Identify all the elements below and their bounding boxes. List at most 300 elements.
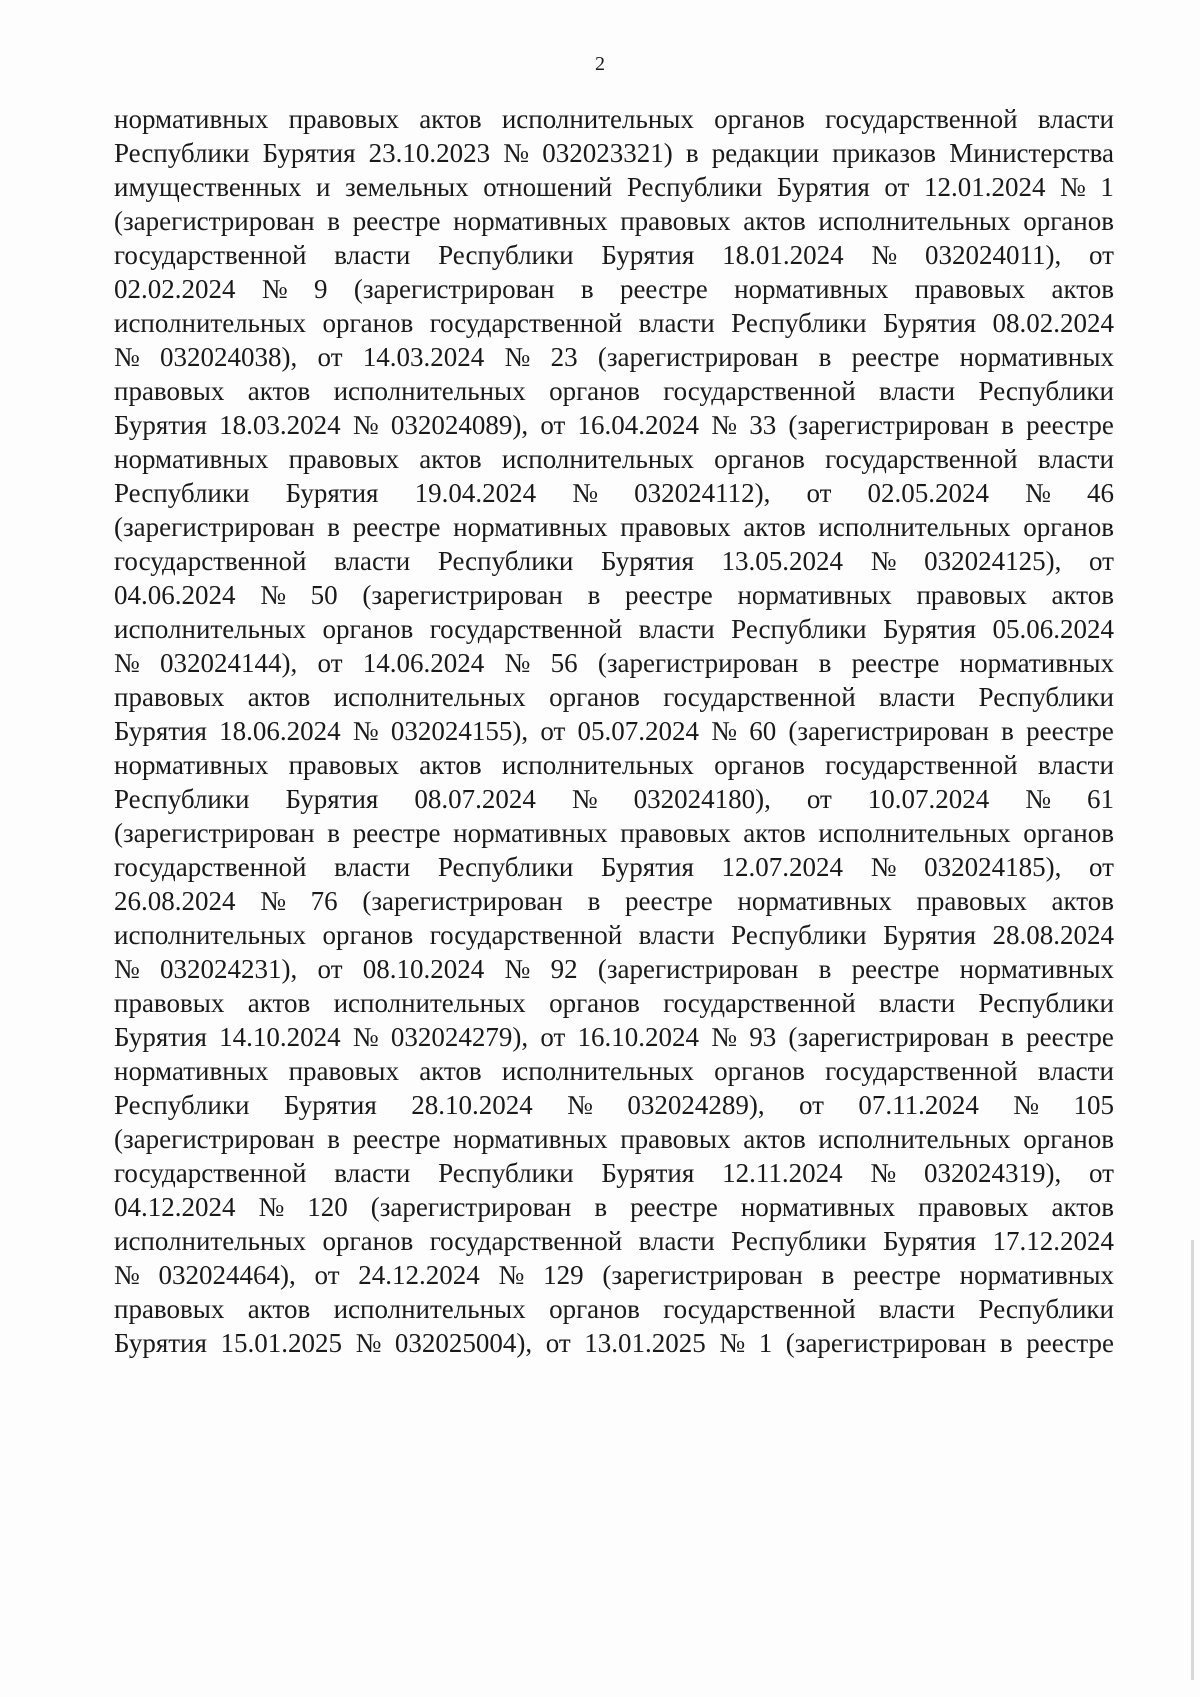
word: в <box>327 512 340 542</box>
word: в <box>1001 1022 1014 1052</box>
text-line <box>114 306 1114 340</box>
word: исполнительных <box>114 614 307 644</box>
word: № <box>352 410 379 440</box>
word: правовых <box>918 1192 1029 1222</box>
word: Бурятия <box>114 410 207 440</box>
word: в <box>587 886 601 916</box>
word: Республики <box>438 1158 574 1188</box>
word: органов <box>549 376 640 406</box>
word: № <box>114 1260 140 1290</box>
word: реестре <box>352 1124 441 1154</box>
word: государственной <box>663 376 856 406</box>
word: актов <box>1051 274 1114 304</box>
word: нормативных <box>734 274 889 304</box>
word: № <box>870 1158 897 1188</box>
word: 76 <box>310 886 338 916</box>
word: Бурятия <box>601 1158 695 1188</box>
word: 032024144), <box>160 648 298 678</box>
word: в <box>818 342 832 372</box>
word: правовых <box>288 444 399 474</box>
word: актов <box>1051 580 1114 610</box>
word: актов <box>743 1124 806 1154</box>
word: государственной <box>114 546 307 576</box>
word: исполнительных <box>501 444 694 474</box>
word: правовых <box>916 580 1027 610</box>
word: правовых <box>114 988 225 1018</box>
word: имущественных <box>114 172 302 202</box>
word: реестре <box>625 886 713 916</box>
word: 18.06.2024 <box>219 716 341 746</box>
word: государственной <box>825 1056 1018 1086</box>
word: актов <box>247 1294 311 1324</box>
word: Бурятия <box>600 852 694 882</box>
word: от <box>314 1260 340 1290</box>
word: (зарегистрирован <box>788 410 989 440</box>
word: власти <box>1037 1056 1114 1086</box>
text-line <box>114 986 1114 1020</box>
word: Республики <box>978 1294 1114 1324</box>
word: Министерства <box>949 138 1114 168</box>
text-line <box>114 204 1114 238</box>
word: органов <box>549 1294 640 1324</box>
text-line <box>114 1088 1114 1122</box>
word: № <box>352 716 379 746</box>
word: 08.02.2024 <box>992 308 1114 338</box>
word: государственной <box>429 308 623 338</box>
word: (зарегистрирован <box>114 206 315 236</box>
word: исполнительных <box>501 750 694 780</box>
word: исполнительных <box>818 1124 1011 1154</box>
word: № <box>571 784 598 814</box>
word: 032024289), <box>627 1090 765 1120</box>
word: № <box>498 1260 525 1290</box>
word: нормативных <box>453 206 608 236</box>
word: нормативных <box>453 512 608 542</box>
word: 16.10.2024 <box>577 1022 699 1052</box>
word: Республики <box>114 138 250 168</box>
word: нормативных <box>959 1260 1114 1290</box>
word: (зарегистрирован <box>114 818 315 848</box>
word: власти <box>334 852 411 882</box>
word: № <box>352 1022 379 1052</box>
word: власти <box>879 682 956 712</box>
text-line <box>114 646 1114 680</box>
word: 26.08.2024 <box>114 886 236 916</box>
text-line <box>114 170 1114 204</box>
word: 92 <box>550 954 578 984</box>
text-line <box>114 850 1114 884</box>
word: № <box>260 580 286 610</box>
text-line <box>114 544 1114 578</box>
word: 04.12.2024 <box>114 1192 236 1222</box>
word: исполнительных <box>818 206 1011 236</box>
word: 032024185), <box>924 852 1062 882</box>
word: (зарегистрирован <box>362 580 563 610</box>
word: 28.10.2024 <box>411 1090 533 1120</box>
word: правовых <box>114 1294 225 1324</box>
word: земельных <box>345 172 469 202</box>
word: власти <box>638 308 715 338</box>
word: № <box>719 1328 746 1358</box>
word: № <box>572 478 598 508</box>
word: исполнительных <box>333 1294 526 1324</box>
word: государственной <box>429 920 623 950</box>
word: 19.04.2024 <box>414 478 537 508</box>
word: власти <box>638 1226 715 1256</box>
word: (зарегистрирован <box>114 1124 315 1154</box>
word: Бурятия <box>114 1022 207 1052</box>
word: 9 <box>314 274 328 304</box>
word: актов <box>247 376 311 406</box>
word: исполнительных <box>114 308 307 338</box>
text-line <box>114 1258 1114 1292</box>
word: власти <box>638 614 715 644</box>
text-line <box>114 680 1114 714</box>
word: Республики <box>731 920 867 950</box>
word: актов <box>743 512 806 542</box>
text-line <box>114 816 1114 850</box>
word: 12.07.2024 <box>721 852 844 882</box>
word: 28.08.2024 <box>992 920 1114 950</box>
word: (зарегистрирован <box>597 342 799 372</box>
word: в <box>1001 410 1014 440</box>
word: реестре <box>853 1260 941 1290</box>
word: (зарегистрирован <box>597 954 799 984</box>
word: в <box>327 1124 340 1154</box>
word: от <box>806 478 832 508</box>
word: в <box>1001 716 1014 746</box>
word: в <box>818 648 832 678</box>
word: Бурятия <box>883 614 976 644</box>
word: № <box>870 546 897 576</box>
word: в <box>587 580 601 610</box>
word: органов <box>714 1056 805 1086</box>
text-line <box>114 578 1114 612</box>
word: Бурятия <box>262 138 356 168</box>
word: от <box>1089 240 1114 270</box>
word: Бурятия <box>600 546 694 576</box>
word: Бурятия <box>601 240 695 270</box>
word: исполнительных <box>333 988 526 1018</box>
word: Республики <box>114 784 250 814</box>
word: № <box>258 1192 285 1222</box>
word: 56 <box>550 648 578 678</box>
word: 032023321) <box>542 138 673 168</box>
word: 33 <box>749 410 777 440</box>
text-line <box>114 918 1114 952</box>
word: государственной <box>663 682 856 712</box>
word: государственной <box>825 104 1018 134</box>
text-line <box>114 782 1114 816</box>
word: органов <box>714 750 805 780</box>
word: органов <box>322 1226 414 1256</box>
word: № <box>1060 172 1086 202</box>
word: 46 <box>1086 478 1114 508</box>
word: 032024155), <box>390 716 529 746</box>
word: актов <box>743 206 806 236</box>
word: нормативных <box>453 1124 608 1154</box>
word: реестре <box>1026 410 1114 440</box>
word: № <box>355 1328 382 1358</box>
word: нормативных <box>959 342 1114 372</box>
word: нормативных <box>114 1056 269 1086</box>
word: реестре <box>352 818 441 848</box>
word: 61 <box>1086 784 1114 814</box>
word: № <box>114 648 140 678</box>
word: правовых <box>916 886 1027 916</box>
word: 105 <box>1073 1090 1114 1120</box>
word: власти <box>879 376 956 406</box>
word: и <box>315 172 331 202</box>
word: власти <box>879 1294 956 1324</box>
text-line <box>114 374 1114 408</box>
word: от <box>799 1090 824 1120</box>
word: редакции <box>711 138 820 168</box>
word: 08.10.2024 <box>362 954 485 984</box>
word: актов <box>247 988 311 1018</box>
word: органов <box>1023 818 1114 848</box>
text-line <box>114 1054 1114 1088</box>
word: № <box>260 886 286 916</box>
word: 10.07.2024 <box>867 784 990 814</box>
text-line <box>114 238 1114 272</box>
word: нормативных <box>959 648 1114 678</box>
word: (зарегистрирован <box>114 512 315 542</box>
word: исполнительных <box>333 682 526 712</box>
word: от <box>1089 852 1114 882</box>
text-line <box>114 714 1114 748</box>
word: Республики <box>978 682 1114 712</box>
word: 12.01.2024 <box>923 172 1046 202</box>
word: актов <box>419 104 482 134</box>
word: реестре <box>851 954 940 984</box>
word: органов <box>1023 512 1114 542</box>
word: органов <box>549 682 640 712</box>
word: (зарегистрирован <box>597 648 799 678</box>
word: 13.05.2024 <box>721 546 844 576</box>
text-line <box>114 1326 1114 1360</box>
word: власти <box>1037 444 1114 474</box>
text-line <box>114 1122 1114 1156</box>
word: 032024038), <box>160 342 298 372</box>
word: 18.03.2024 <box>219 410 341 440</box>
word: приказов <box>832 138 937 168</box>
word: (зарегистрирован <box>353 274 555 304</box>
word: 12.11.2024 <box>722 1158 843 1188</box>
word: нормативных <box>114 750 269 780</box>
word: № <box>114 342 140 372</box>
word: 1 <box>1100 172 1114 202</box>
word: актов <box>419 750 482 780</box>
word: реестре <box>1026 1328 1114 1358</box>
word: государственной <box>825 444 1018 474</box>
word: правовых <box>114 682 225 712</box>
word: в <box>580 274 594 304</box>
word: 14.06.2024 <box>362 648 485 678</box>
word: органов <box>1023 1124 1114 1154</box>
word: власти <box>1037 750 1114 780</box>
word: реестре <box>630 1192 718 1222</box>
word: от <box>317 342 343 372</box>
word: исполнительных <box>114 920 307 950</box>
word: Республики <box>626 172 763 202</box>
word: нормативных <box>740 1192 896 1222</box>
word: в <box>327 206 340 236</box>
word: № <box>504 342 531 372</box>
word: государственной <box>663 1294 856 1324</box>
word: власти <box>879 988 956 1018</box>
word: власти <box>334 1158 411 1188</box>
word: от <box>540 410 566 440</box>
word: реестре <box>625 580 713 610</box>
word: от <box>806 784 832 814</box>
word: Бурятия <box>114 716 207 746</box>
word: (зарегистрирован <box>788 1022 989 1052</box>
text-line <box>114 272 1114 306</box>
page-number: 2 <box>595 53 605 75</box>
text-line <box>114 102 1114 136</box>
word: № <box>114 954 140 984</box>
word: исполнительных <box>333 376 526 406</box>
word: власти <box>1037 104 1114 134</box>
word: (зарегистрирован <box>785 1328 987 1358</box>
word: реестре <box>1026 1022 1114 1052</box>
word: исполнительных <box>818 512 1011 542</box>
word: 02.05.2024 <box>867 478 989 508</box>
word: государственной <box>114 1158 307 1188</box>
word: Бурятия <box>883 920 976 950</box>
word: № <box>261 274 288 304</box>
word: Бурятия <box>285 784 379 814</box>
word: актов <box>1051 886 1114 916</box>
word: 02.02.2024 <box>114 274 236 304</box>
word: от <box>545 1328 571 1358</box>
word: № <box>870 852 897 882</box>
word: в <box>821 1260 835 1290</box>
word: 032025004), <box>394 1328 533 1358</box>
word: актов <box>419 444 482 474</box>
word: 17.12.2024 <box>992 1226 1114 1256</box>
word: 05.06.2024 <box>992 614 1114 644</box>
word: Республики <box>731 1226 867 1256</box>
text-line <box>114 1020 1114 1054</box>
word: органов <box>1023 206 1114 236</box>
word: (зарегистрирован <box>602 1260 803 1290</box>
word: в <box>999 1328 1013 1358</box>
text-line <box>114 884 1114 918</box>
word: 14.03.2024 <box>362 342 485 372</box>
word: 18.01.2024 <box>722 240 844 270</box>
word: 120 <box>307 1192 348 1222</box>
word: Бурятия <box>883 308 976 338</box>
scan-edge-shadow <box>1191 1240 1194 1680</box>
word: № <box>504 648 531 678</box>
word: Республики <box>438 240 574 270</box>
word: актов <box>1051 1192 1114 1222</box>
word: нормативных <box>737 580 892 610</box>
word: государственной <box>114 240 307 270</box>
word: 08.07.2024 <box>414 784 536 814</box>
word: Бурятия <box>883 1226 976 1256</box>
word: № <box>504 954 531 984</box>
word: от <box>317 954 343 984</box>
word: № <box>711 410 737 440</box>
word: 05.07.2024 <box>577 716 699 746</box>
word: правовых <box>288 1056 399 1086</box>
word: 23 <box>550 342 578 372</box>
word: реестре <box>851 342 940 372</box>
word: нормативных <box>453 818 608 848</box>
word: Республики <box>978 376 1114 406</box>
word: № <box>503 138 530 168</box>
word: органов <box>549 988 640 1018</box>
word: от <box>540 716 566 746</box>
word: реестре <box>619 274 708 304</box>
word: Республики <box>731 308 867 338</box>
word: № <box>711 716 737 746</box>
word: государственной <box>429 1226 623 1256</box>
word: 07.11.2024 <box>858 1090 979 1120</box>
word: от <box>540 1022 566 1052</box>
word: 032024180), <box>633 784 771 814</box>
word: реестре <box>352 206 441 236</box>
word: № <box>711 1022 737 1052</box>
word: государственной <box>825 750 1018 780</box>
word: 032024011), <box>924 240 1062 270</box>
word: № <box>871 240 898 270</box>
word: № <box>1025 478 1051 508</box>
word: Республики <box>114 1090 250 1120</box>
word: правовых <box>620 512 731 542</box>
word: Бурятия <box>285 478 379 508</box>
word: 13.01.2025 <box>584 1328 706 1358</box>
word: Республики <box>437 852 574 882</box>
word: 14.10.2024 <box>219 1022 341 1052</box>
body-text <box>114 102 1114 1360</box>
word: правовых <box>620 1124 731 1154</box>
word: правовых <box>288 104 399 134</box>
text-line <box>114 136 1114 170</box>
word: в <box>594 1192 608 1222</box>
word: правовых <box>914 274 1026 304</box>
word: 032024231), <box>160 954 298 984</box>
word: органов <box>322 920 414 950</box>
word: актов <box>743 818 806 848</box>
word: от <box>884 172 910 202</box>
text-line <box>114 510 1114 544</box>
word: исполнительных <box>114 1226 307 1256</box>
text-line <box>114 1156 1114 1190</box>
word: государственной <box>114 852 307 882</box>
word: органов <box>714 104 805 134</box>
word: от <box>1089 546 1114 576</box>
word: № <box>567 1090 593 1120</box>
word: власти <box>334 546 411 576</box>
word: нормативных <box>114 104 269 134</box>
word: в <box>818 954 832 984</box>
word: 93 <box>749 1022 777 1052</box>
word: 032024112), <box>634 478 771 508</box>
word: 1 <box>758 1328 773 1358</box>
word: Республики <box>114 478 250 508</box>
word: актов <box>419 1056 482 1086</box>
word: 032024125), <box>924 546 1062 576</box>
word: государственной <box>429 614 623 644</box>
word: от <box>317 648 343 678</box>
word: 16.04.2024 <box>577 410 699 440</box>
word: 032024089), <box>390 410 529 440</box>
word: в <box>327 818 340 848</box>
